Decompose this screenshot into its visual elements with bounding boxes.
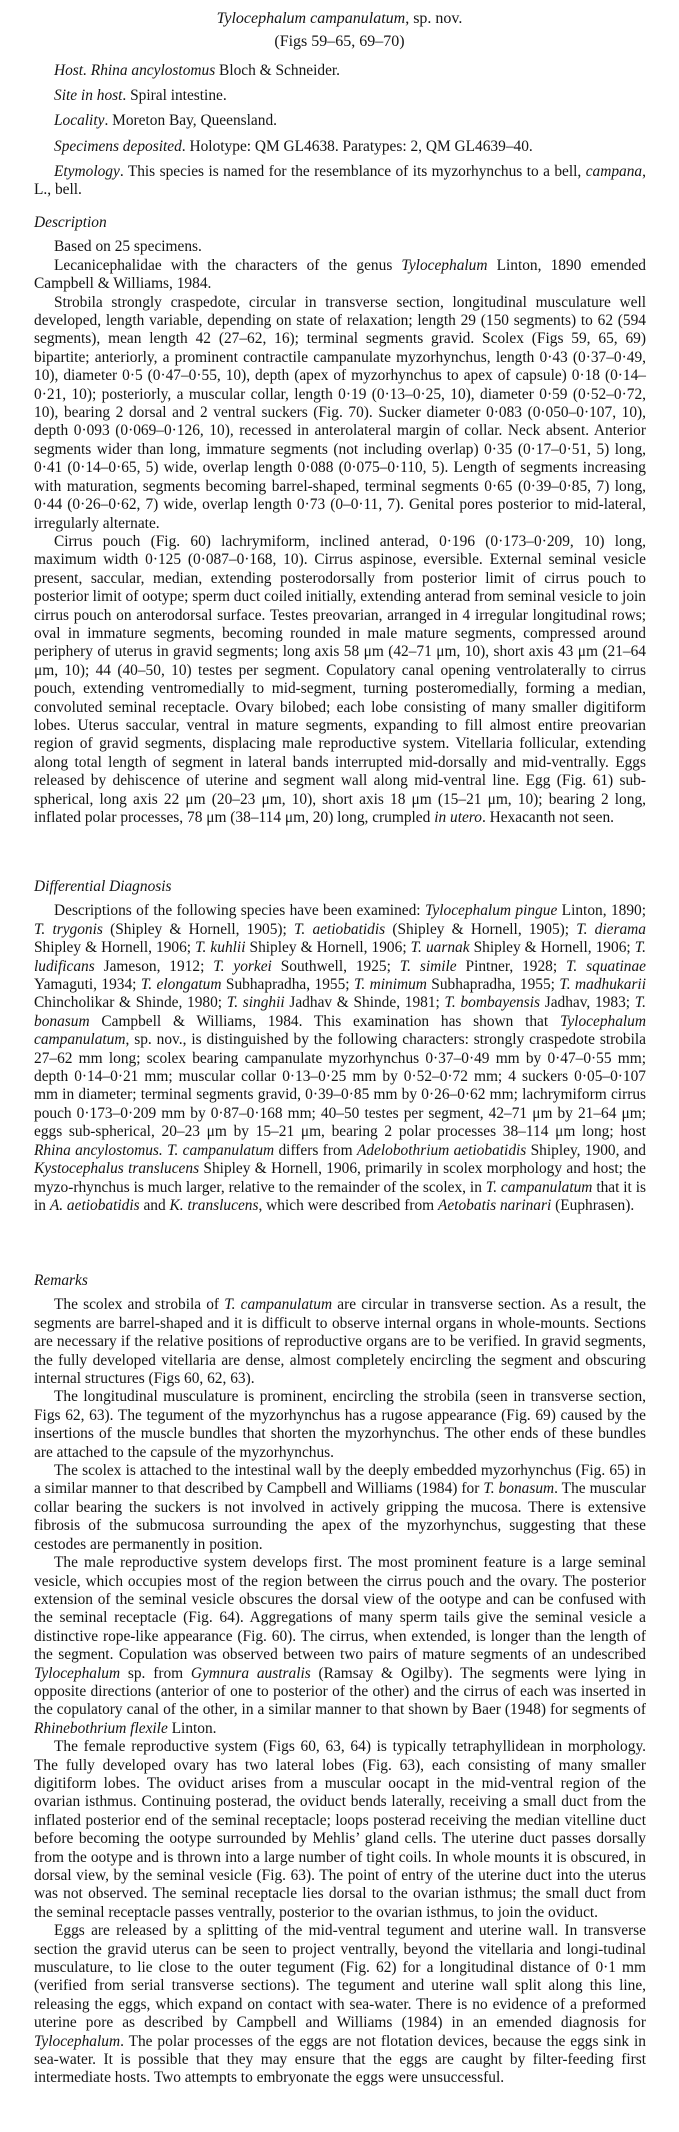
remarks-paragraph: The scolex is attached to the intestinal wall by the deeply embedded myzorhynchus (Fig. 65) in a similar manner to that described by Campbell and Williams (1984) for T. bonasum. The muscular collar bearing the suckers is not involved in actively gripping the mucosa. There is extensive fibrosis of the submucosa surrounding the apex of the myzorhynchus, suggesting that these cestodes are permanently in position.: [34, 1462, 646, 1553]
species-name: Tylocephalum campanulatum: [216, 10, 406, 27]
differential-diagnosis-section: [34, 878, 646, 1215]
differential-paragraph: Descriptions of the following species have been examined: Tylocephalum pingue Linton, 1890; T. trygonis (Shipley & Hornell, 1905); T. aetiobatidis (Shipley & Hornell, 1905); T. dierama Shipley & Hornell, 1906; T. kuhlii Shipley & Hornell, 1906; T. uarnak Shipley & Hornell, 1906; T. ludificans Jameson, 1912; T. yorkei Southwell, 1925; T. simile Pintner, 1928; T. squatinae Yamaguti, 1934; T. elongatum Subhapradha, 1955; T. minimum Subhapradha, 1955; T. madhukarii Chincholikar & Shinde, 1980; T. singhii Jadhav & Shinde, 1981; T. bombayensis Jadhav, 1983; T. bonasum Campbell & Williams, 1984. This examination has shown that Tylocephalum campanulatum, sp. nov., is distinguished by the following characters: strongly craspedote strobila 27–62 mm long; scolex bearing campanulate myzorhynchus 0·37–0·49 mm by 0·47–0·55 mm; depth 0·14–0·21 mm; muscular collar 0·13–0·25 mm by 0·52–0·72 mm; 4 suckers 0·05–0·107 mm in diameter; terminal segments gravid, 0·39–0·85 mm by 0·26–0·62 mm; lachrymiform cirrus pouch 0·173–0·209 mm by 0·87–0·168 mm; 40–50 testes per segment, 42–71 μm by 21–64 μm; eggs sub-spherical, 20–23 μm by 15–21 μm, bearing 2 polar processes 38–114 μm long; host Rhina ancylostomus. T. campanulatum differs from Adelobothrium aetiobatidis Shipley, 1900, and Kystocephalus translucens Shipley & Hornell, 1906, primarily in scolex morphology and host; the myzo-rhynchus is much larger, relative to the remainder of the scolex, in T. campanulatum that it is in A. aetiobatidis and K. translucens, which were described from Aetobatis narinari (Euphrasen).: [34, 902, 647, 1214]
description-heading: Description: [34, 214, 107, 231]
species-suffix: , sp. nov.: [405, 10, 463, 27]
figure-reference: (Figs 59–65, 69–70): [274, 33, 405, 50]
site-line: Site in host. Spiral intestine.: [54, 87, 227, 105]
locality-line: Locality. Moreton Bay, Queensland.: [54, 112, 277, 130]
description-paragraph: Lecanicephalidae with the characters of the genus Tylocephalum Linton, 1890 emended Campbell & Williams, 1984.: [34, 256, 647, 293]
description-paragraph: Cirrus pouch (Fig. 60) lachrymiform, inclined anterad, 0·196 (0·173–0·209, 10) long, maximum width 0·125 (0·087–0·168, 10). Cirrus aspinose, eversible. External seminal vesicle present, saccular, median, extending posterodorsally from posterior limit of cirrus pouch to posterior limit of ootype; sperm duct coiled initially, extending anterad from seminal vesicle to join cirrus pouch on anterodorsal surface. Testes preovarian, arranged in 4 irregular longitudinal rows; oval in immature segments, becoming rounded in male mature segments, compressed around periphery of uterus in gravid segments; long axis 58 μm (42–71 μm, 10), short axis 43 μm (21–64 μm, 10); 44 (40–50, 10) testes per segment. Copulatory canal opening ventrolaterally to cirrus pouch, extending ventromedially to mid-segment, turning posteromedially, forming a median, convoluted seminal receptacle. Ovary bilobed; each lobe consisting of many smaller digitiform lobes. Uterus saccular, ventral in mature segments, expanding to fill almost entire preovarian region of gravid segments, displacing male reproductive system. Vitellaria follicular, extending along total length of segment in lateral bands interrupted mid-dorsally and mid-ventrally. Eggs released by dehiscence of uterine and segment wall along mid-ventral line. Egg (Fig. 61) sub-spherical, long axis 22 μm (20–23 μm, 10), short axis 18 μm (15–21 μm, 10); bearing 2 long, inflated polar processes, 78 μm (38–114 μm, 20) long, crumpled in utero. Hexacanth not seen.: [34, 532, 646, 826]
description-paragraph: Based on 25 specimens.: [54, 238, 202, 256]
description-section: [34, 214, 646, 827]
remarks-paragraph: The longitudinal musculature is prominent, encircling the strobila (seen in transverse section, Figs 62, 63). The tegument of the myzorhynchus has a rugose appearance (Fig. 69) caused by the insertions of the muscle bundles that shorten the myzorhynchus. The other ends of these bundles are attached to the capsule of the myzorhynchus.: [34, 1388, 646, 1461]
remarks-paragraph: The male reproductive system develops first. The most prominent feature is a large seminal vesicle, which occupies most of the region between the cirrus pouch and the ovary. The posterior extension of the seminal vesicle obscures the dorsal view of the ootype and can be confused with the seminal receptacle (Fig. 64). Aggregations of many sperm tails give the seminal vesicle a distinctive rope-like appearance (Fig. 60). The cirrus, when extended, is longer than the length of the segment. Copulation was observed between two pairs of mature segments of an undescribed Tylocephalum sp. from Gymnura australis (Ramsay & Ogilby). The segments were lying in opposite directions (anterior of one to posterior of the other) and the cirrus of each was inserted in the copulatory canal of the other, in a similar manner to that shown by Baer (1948) for segments of Rhinebothrium flexile Linton.: [34, 1554, 646, 1737]
remarks-heading: Remarks: [34, 1272, 88, 1289]
specimens-line: Specimens deposited. Holotype: QM GL4638. Paratypes: 2, QM GL4639–40.: [54, 137, 533, 155]
remarks-paragraph: Eggs are released by a splitting of the mid-ventral tegument and uterine wall. In transverse section the gravid uterus can be seen to project ventrally, beyond the vitellaria and longi-tudinal musculature, to lie close to the outer tegument (Fig. 62) for a longitudinal distance of 0·1 mm (verified from serial transverse sections). The tegument and uterine wall split along this line, releasing the eggs, which expand on contact with sea-water. There is no evidence of a preformed uterine pore as described by Campbell and Williams (1984) in an emended diagnosis for Tylocephalum. The polar processes of the eggs are not flotation devices, because the eggs sink in sea-water. It is possible that they may ensure that the eggs are caught by filter-feeding first intermediate hosts. Two attempts to embryonate the eggs were unsuccessful.: [34, 1922, 646, 2087]
remarks-paragraph: The scolex and strobila of T. campanulatum are circular in transverse section. As a result, the segments are barrel-shaped and it is difficult to observe internal organs in whole-mounts. Sections are necessary if the relative positions of reproductive organs are to be verified. In gravid segments, the fully developed vitellaria are dense, almost completely encircling the segment and obscuring internal structures (Figs 60, 62, 63).: [34, 1296, 647, 1388]
remarks-section: [34, 1272, 646, 2088]
metadata-block: [34, 62, 646, 206]
host-line: Host. Rhina ancylostomus Bloch & Schneider.: [54, 62, 341, 79]
remarks-paragraph: The female reproductive system (Figs 60, 63, 64) is typically tetraphyllidean in morphology. The fully developed ovary has two lateral lobes (Fig. 63), each consisting of many smaller digitiform lobes. The oviduct arises from a muscular oocapt in the mid-ventral region of the ovarian isthmus. Continuing posterad, the oviduct bends laterally, receiving a small duct from the inflated posterior end of the seminal receptacle; loops posterad receiving the median vitelline duct before becoming the ootype surrounded by Mehlis’ gland cells. The uterine duct passes dorsally from the ootype and is thrown into a large number of tight coils. In whole mounts it is obscured, in dorsal view, by the seminal vesicle (Fig. 63). The point of entry of the uterine duct into the uterus was not observed. The seminal receptacle lies dorsal to the ovarian isthmus; the small duct from the seminal receptacle passes ventrally, posterior to the ovarian isthmus, to join the oviduct.: [34, 1738, 646, 1921]
etymology-line: Etymology. This species is named for the resemblance of its myzorhynchus to a bell, campana, L., bell.: [34, 162, 646, 199]
species-title-block: [0, 8, 679, 53]
differential-diagnosis-heading: Differential Diagnosis: [34, 878, 172, 895]
description-paragraph: Strobila strongly craspedote, circular in transverse section, longitudinal musculature well developed, length variable, depending on state of relaxation; length 29 (150 segments) to 62 (594 segments), mean length 42 (27–62, 16); terminal segments gravid. Scolex (Figs 59, 65, 69) bipartite; anteriorly, a prominent contractile campanulate myzorhynchus, length 0·43 (0·37–0·49, 10), diameter 0·5 (0·47–0·55, 10), depth (apex of myzorhynchus to apex of capsule) 0·18 (0·14–0·21, 10); posteriorly, a muscular collar, length 0·19 (0·13–0·25, 10), diameter 0·59 (0·52–0·72, 10), bearing 2 dorsal and 2 ventral suckers (Fig. 70). Sucker diameter 0·083 (0·050–0·107, 10), depth 0·093 (0·069–0·126, 10), recessed in anterolateral margin of collar. Neck absent. Anterior segments wider than long, immature segments (not including overlap) 0·35 (0·17–0·51, 5) long, 0·41 (0·14–0·65, 5) wide, overlap length 0·088 (0·075–0·110, 5). Length of segments increasing with maturation, segments becoming barrel-shaped, terminal segments 0·65 (0·39–0·85, 7) long, 0·44 (0·26–0·62, 7) wide, overlap length 0·73 (0–0·11, 7). Genital pores posterior to mid-lateral, irregularly alternate.: [34, 293, 646, 532]
species-title: [0, 8, 679, 30]
